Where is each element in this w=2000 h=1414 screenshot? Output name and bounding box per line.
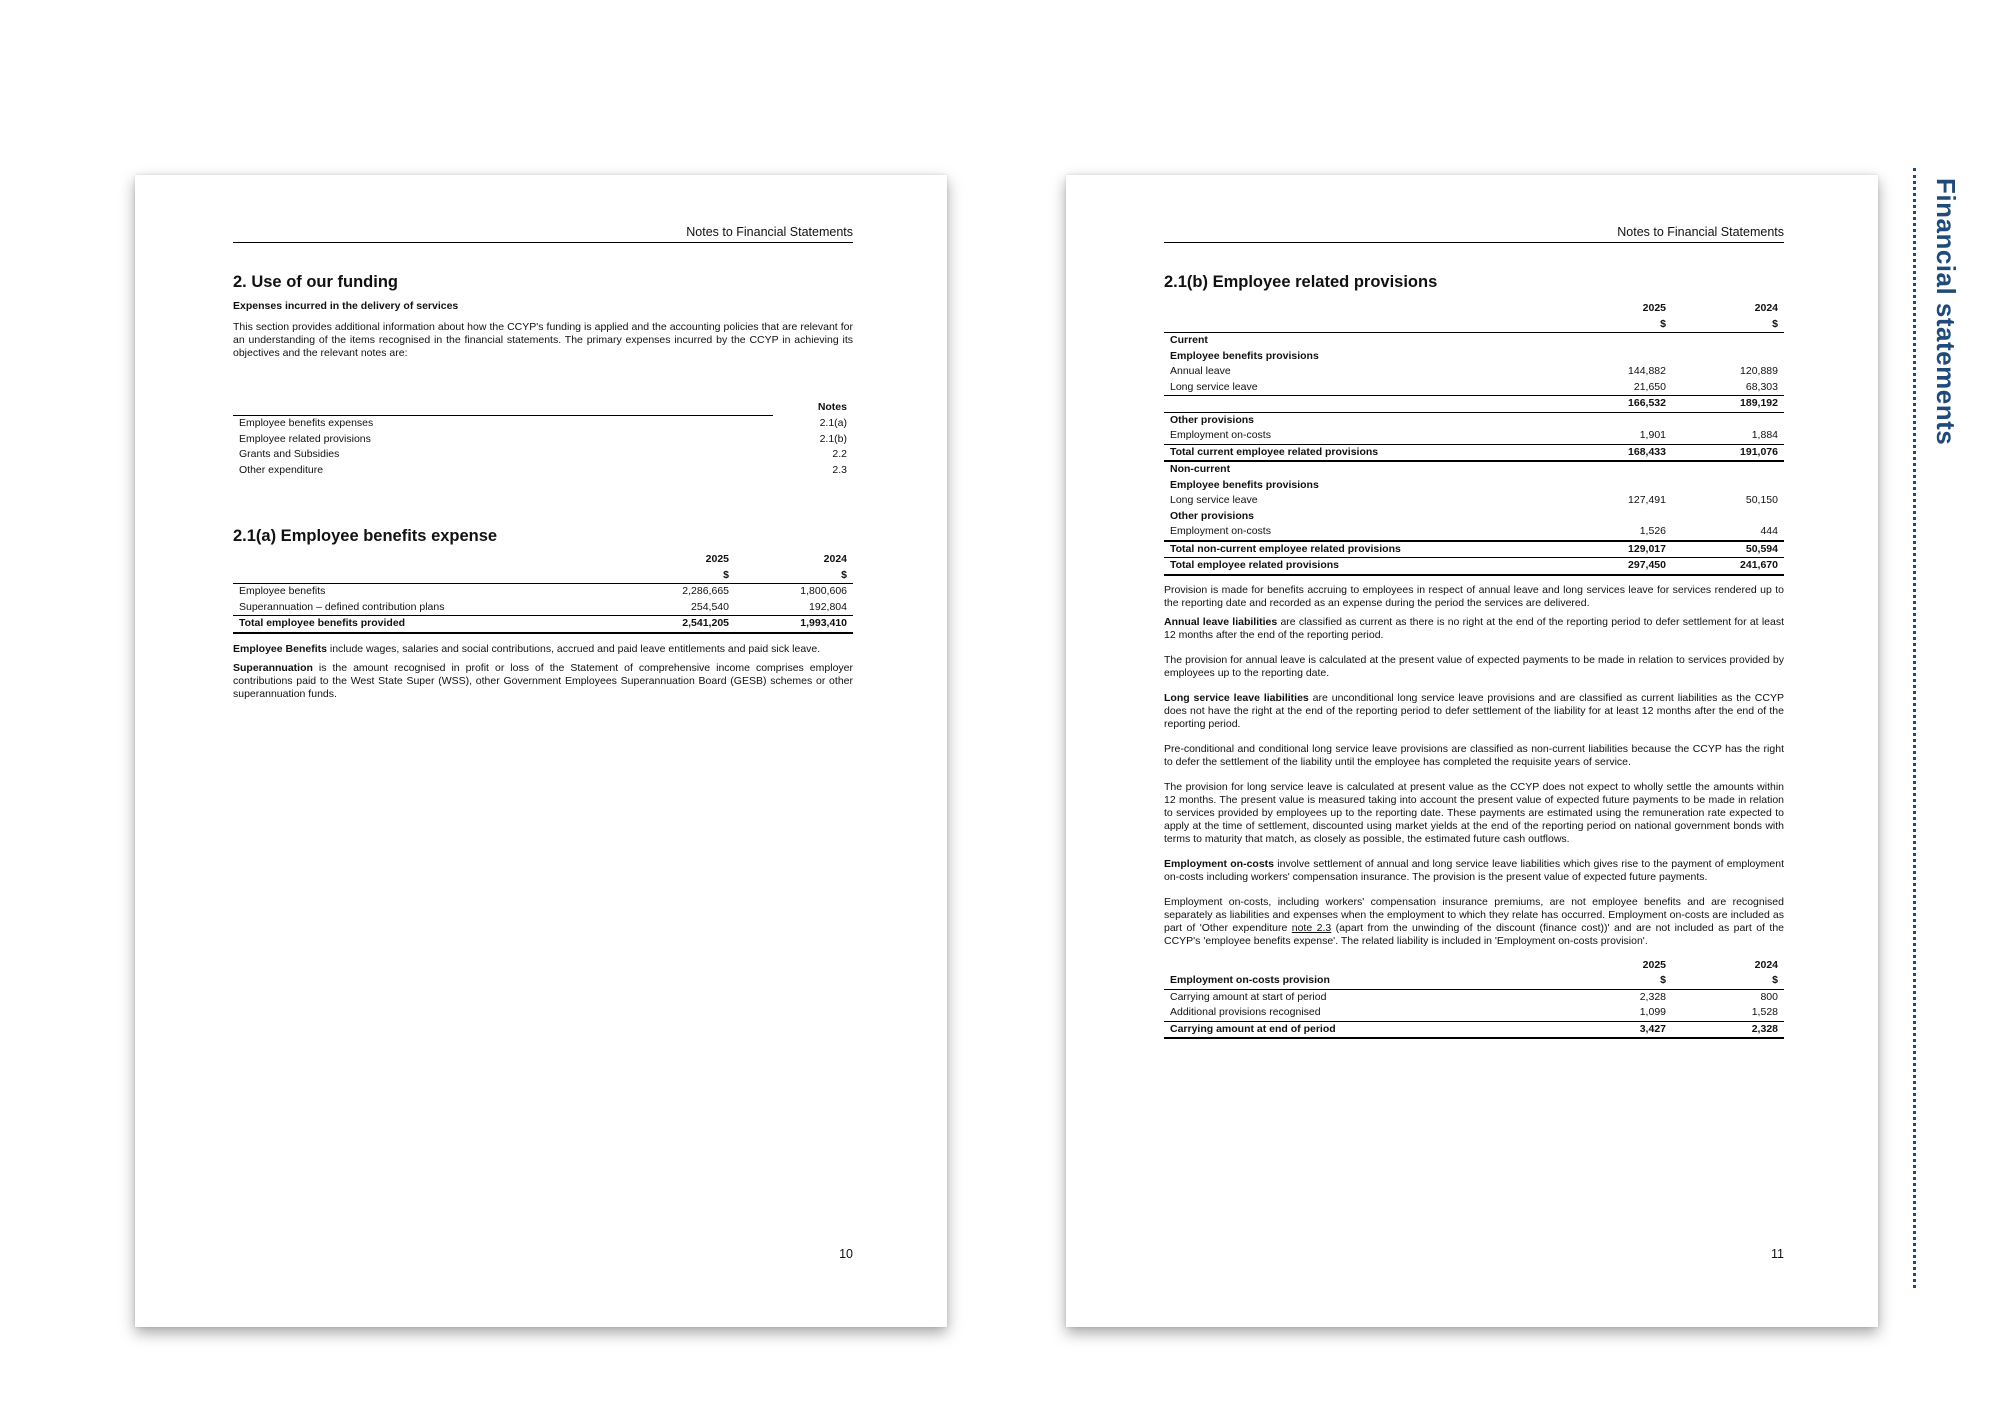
lsl-paragraph: Long service leave liabilities are unconditional long service leave provisions and are classified as current liabilities as the CCYP does not have the right at the end of the reporting period to defer settlement of the liability for at least 12 months after the end of the reporting period. <box>1164 691 1784 730</box>
page-number: 10 <box>839 1247 853 1261</box>
oncosts-provision-table: 2025 2024 Employment on-costs provision $ $ Carrying amount at start of period 2,328 800 Additional provisions recognised 1,099 1,528 Carrying amount at end of period 3,427 2,328 <box>1164 958 1784 1040</box>
table-total-row: Total non-current employee related provisions 129,017 50,594 <box>1164 541 1784 558</box>
oncosts-detail-paragraph: Employment on-costs, including workers' compensation insurance premiums, are not employee benefits and are recognised separately as liabilities and expenses when the employment to which they relate has occurred. Employment on-costs are included as part of 'Other expenditure note 2.3 (apart from the unwinding of the discount (finance cost))' and are not included as part of the CCYP's 'employee benefits expense'. The related liability is included in 'Employment on-costs provision'. <box>1164 895 1785 947</box>
table-total-row: Carrying amount at end of period 3,427 2,328 <box>1164 1021 1784 1038</box>
employee-provisions-table: 2025 2024 $ $ Current Employee benefits provisions Annual leave 144,882 120,889 Long service leave 21,650 68,303 166,532 189,192 Other provisions Employment on-costs 1,901 1,884 Total current employee related provisions 168,433 191,076 Non-current Employee benefits provisions Long service leave 127,491 50,150 Other provisions Employment on-costs 1,526 444 Total non-current employee related provisions 129,017 50,594 Total employee related provisions 297,450 241,670 <box>1164 301 1784 576</box>
running-header: Notes to Financial Statements <box>1164 225 1784 243</box>
subsection-title-2-1b: 2.1(b) Employee related provisions <box>1164 273 1438 291</box>
annual-leave-calc-paragraph: The provision for annual leave is calculated at the present value of expected payments to be made in relation to services provided by employees up to the reporting date. <box>1164 653 1784 679</box>
table-row: Employment on-costs 1,526 444 <box>1164 524 1784 541</box>
table-row: Employee benefits 2,286,665 1,800,606 <box>239 585 847 597</box>
note-2-3-link[interactable]: note 2.3 <box>1291 921 1332 934</box>
employee-benefits-table: 2025 2024 $ $ Employee benefits 2,286,665 1,800,606 Superannuation – defined contribution plans 254,540 192,804 Total employee benefits provided 2,541,205 1,993,410 <box>233 552 853 634</box>
table-row: Employee benefits expenses 2.1(a) <box>239 416 847 429</box>
table-row: Other expenditure 2.3 <box>239 463 847 476</box>
oncosts-paragraph: Employment on-costs involve settlement of annual and long service leave liabilities which gives rise to the payment of employment on-costs including workers' compensation insurance. The provision is the present value of expected future payments. <box>1164 857 1784 883</box>
table-row: Long service leave 21,650 68,303 <box>1164 380 1784 396</box>
section-subtitle: Expenses incurred in the delivery of services <box>233 300 459 312</box>
table-total-row: Total current employee related provisions 168,433 191,076 <box>1164 444 1784 461</box>
subtotal-row: 166,532 189,192 <box>1164 396 1784 413</box>
table-row: Annual leave 144,882 120,889 <box>1170 365 1778 377</box>
page-number: 11 <box>1771 1247 1784 1261</box>
conditional-lsl-paragraph: Pre-conditional and conditional long service leave provisions are classified as non-current liabilities because the CCYP has the right to defer the settlement of the liability until the employee has completed the requisite years of service. <box>1164 742 1784 768</box>
intro-paragraph: This section provides additional information about how the CCYP's funding is applied and the accounting policies that are relevant for an understanding of the items recognised in the financial statements. The primary expenses incurred by the CCYP in achieving its objectives and the relevant notes are: <box>233 321 853 359</box>
side-dotted-rule <box>1913 168 1916 1288</box>
side-section-title: Financial statements <box>1931 178 1961 446</box>
table-row: Grants and Subsidies 2.2 <box>239 448 847 460</box>
superannuation-paragraph: Superannuation is the amount recognised in profit or loss of the Statement of comprehensive income comprises employer contributions paid to the West State Super (WSS), other Government Employees Superannuation Board (GESB) schemes or other superannuation funds. <box>233 661 853 700</box>
table-row: Employment on-costs 1,901 1,884 <box>1164 428 1784 444</box>
running-header: Notes to Financial Statements <box>233 225 853 243</box>
notes-header: Notes <box>817 401 847 413</box>
provision-paragraph: Provision is made for benefits accruing to employees in respect of annual leave and long services leave for services rendered up to the reporting date and recorded as an expense during the period the services are delivered. <box>1164 583 1784 609</box>
table-row: Employee related provisions 2.1(b) <box>239 432 847 445</box>
notes-table <box>233 400 853 478</box>
annual-leave-paragraph: Annual leave liabilities are classified as current as there is no right at the end of the reporting period to defer settlement for at least 12 months after the end of the reporting period. <box>1164 615 1784 641</box>
table-row: Long service leave 127,491 50,150 <box>1170 494 1778 506</box>
section-title: 2. Use of our funding <box>233 273 398 291</box>
table-grand-total-row: Total employee related provisions 297,450 241,670 <box>1164 558 1784 575</box>
page-11 <box>1066 175 1878 1327</box>
table-row: Superannuation – defined contribution plans 254,540 192,804 <box>233 600 853 616</box>
table-row: Additional provisions recognised 1,099 1,528 <box>1164 1005 1784 1021</box>
subsection-title-2-1a: 2.1(a) Employee benefits expense <box>233 527 498 545</box>
employee-benefits-paragraph: Employee Benefits include wages, salaries and social contributions, accrued and paid leave entitlements and paid sick leave. <box>233 642 821 655</box>
table-total-row: Total employee benefits provided 2,541,205 1,993,410 <box>233 616 853 633</box>
lsl-calc-paragraph: The provision for long service leave is calculated at present value as the CCYP does not expect to wholly settle the amounts within 12 months. The present value is measured taking into account the present value of expected future payments to be made in relation to services provided by employees up to the reporting date. These payments are estimated using the remuneration rate expected to apply at the time of settlement, discounted using market yields at the end of the reporting period on national government bonds with terms to maturity that match, as closely as possible, the estimated future cash outflows. <box>1164 780 1784 845</box>
page-10 <box>135 175 947 1327</box>
table-row: Carrying amount at start of period 2,328 800 <box>1170 990 1778 1003</box>
